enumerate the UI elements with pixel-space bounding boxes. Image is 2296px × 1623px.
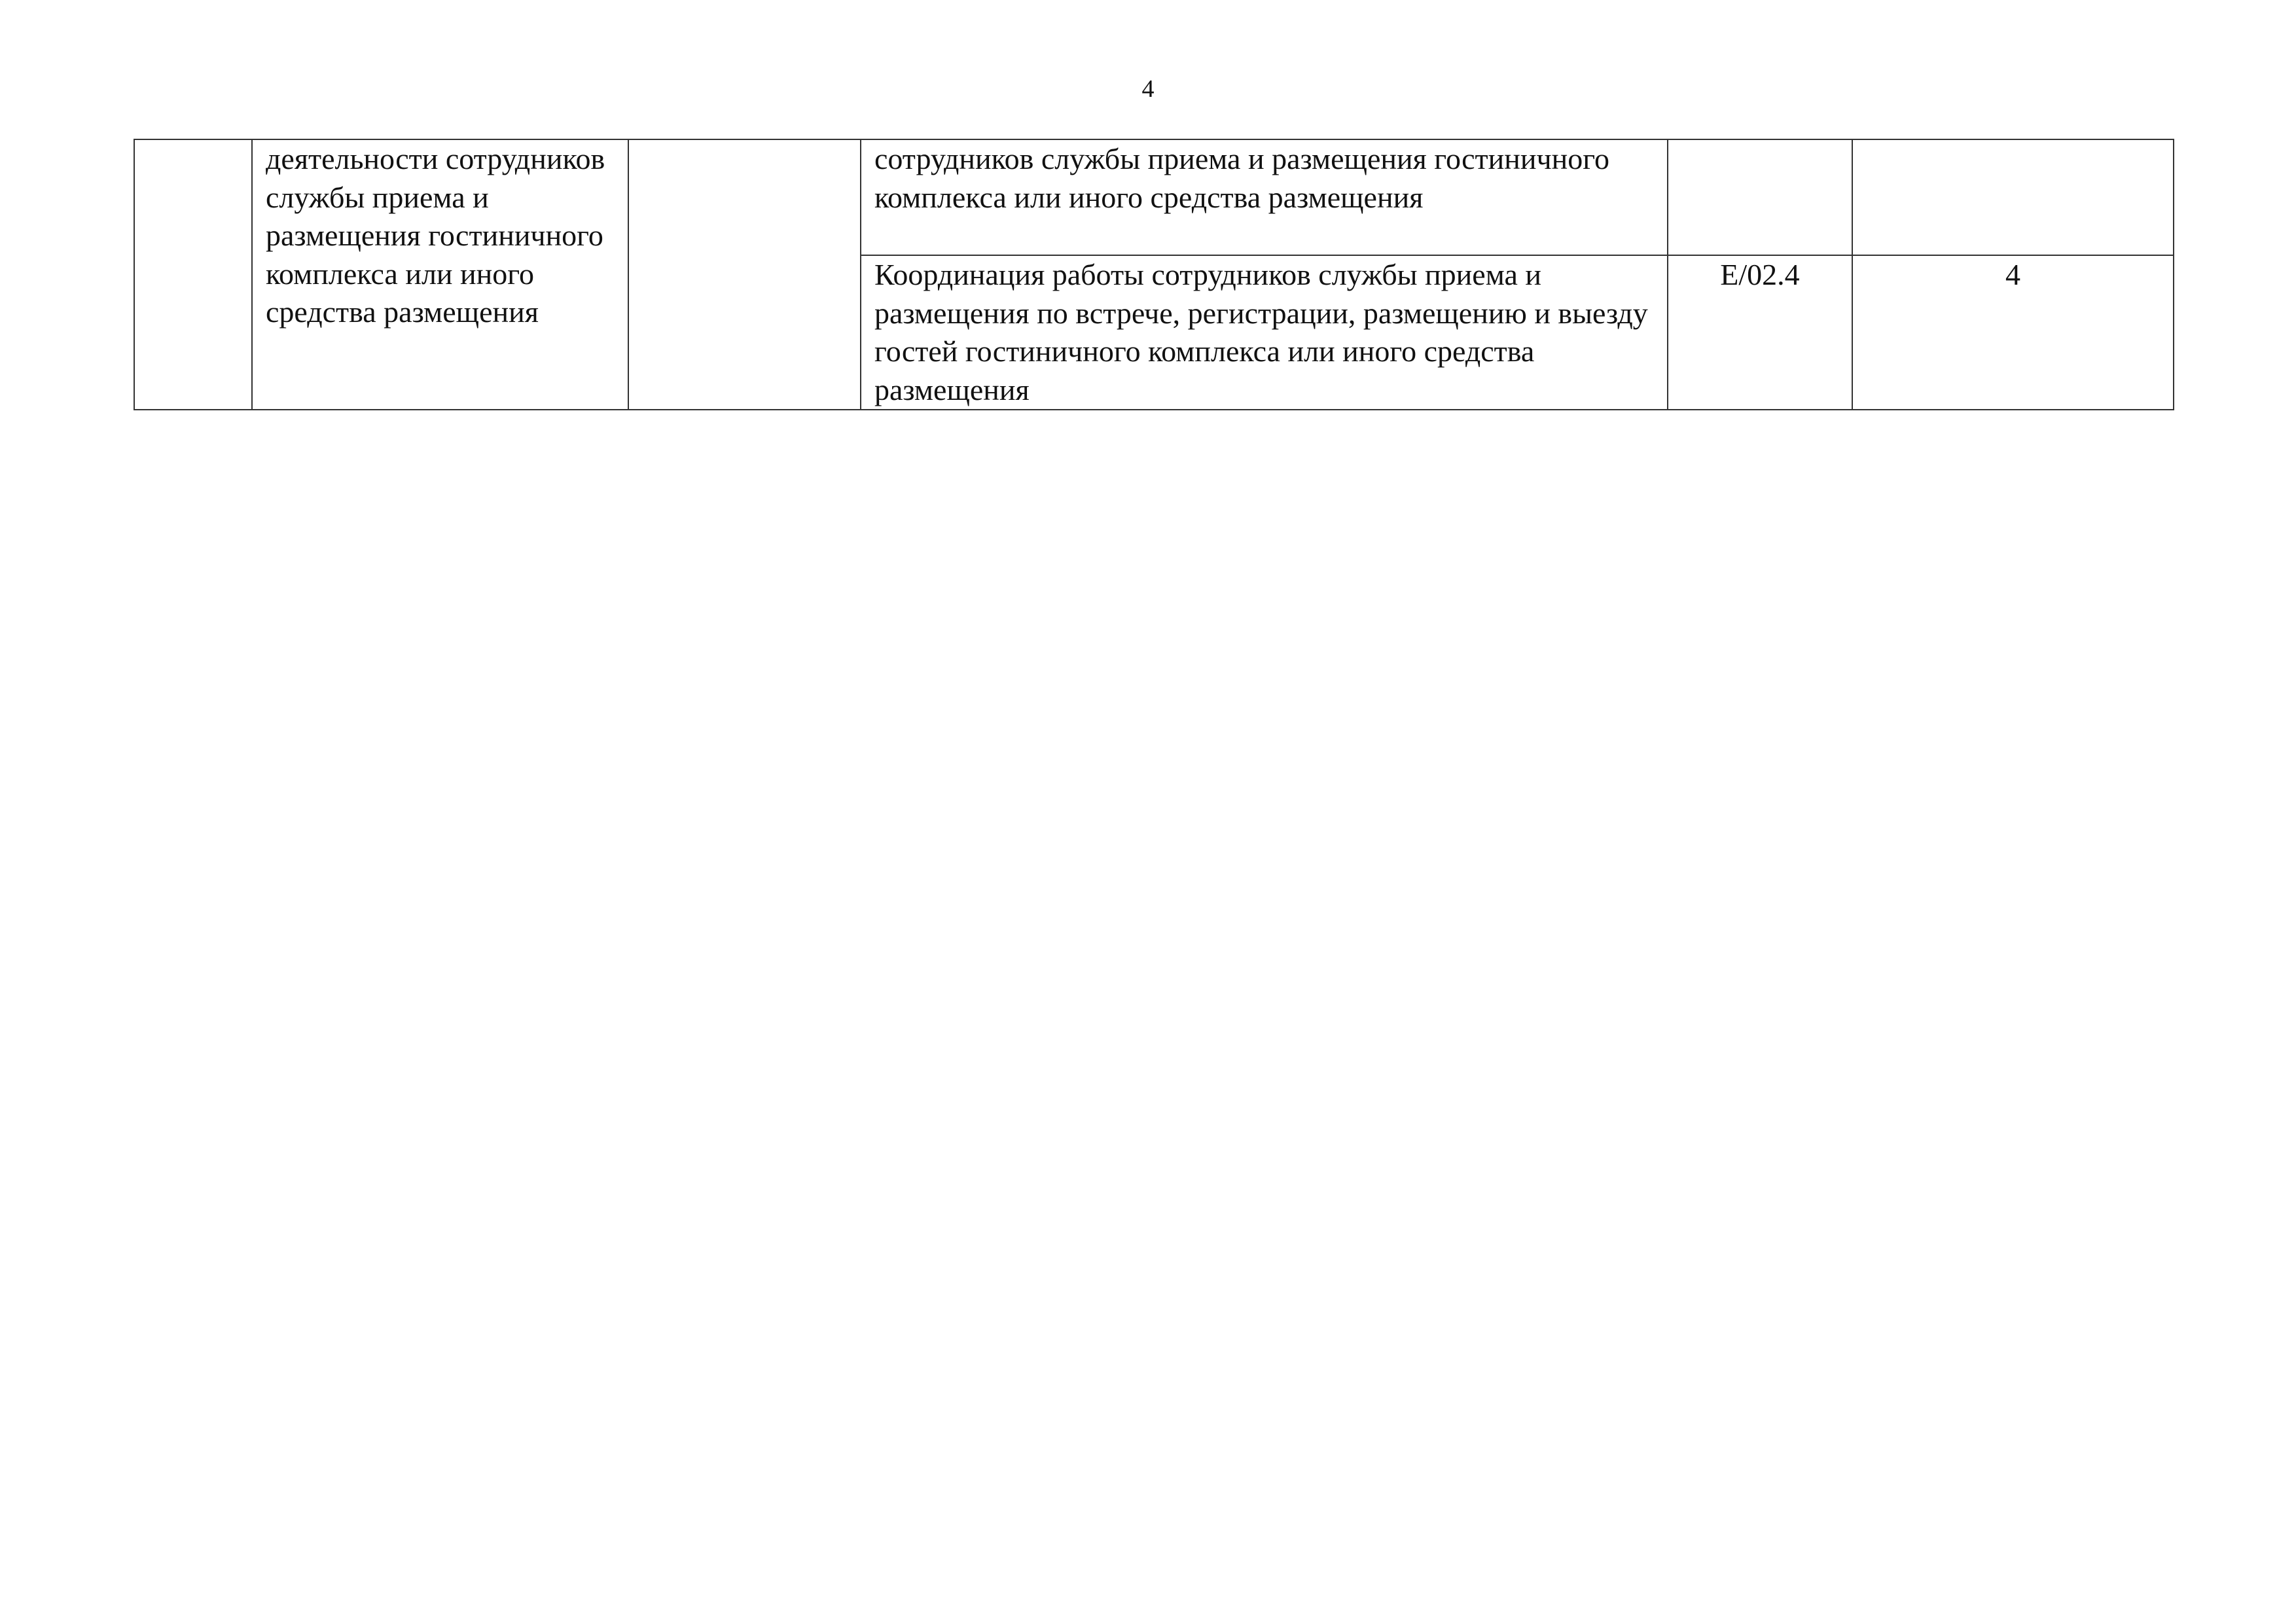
table-cell-empty-qualification <box>628 139 861 410</box>
table-cell-labor-function: Координация работы сотрудников службы приема и размещения по встрече, регистрации, размещению и выезду гостей гостиничного комплекса или иного средства размещения <box>861 255 1668 410</box>
page-number: 4 <box>1141 75 1155 103</box>
table-cell-code <box>1668 139 1852 255</box>
table-cell-empty-number <box>134 139 252 410</box>
table-cell-labor-function: сотрудников службы приема и размещения гостиничного комплекса или иного средства размещения <box>861 139 1668 255</box>
table-cell-level <box>1852 139 2174 255</box>
competency-table <box>134 139 2174 410</box>
table-cell-code: E/02.4 <box>1668 255 1852 410</box>
table-cell-generalized-function: деятельности сотрудников службы приема и размещения гостиничного комплекса или иного средства размещения <box>252 139 628 410</box>
table-cell-level: 4 <box>1852 255 2174 410</box>
table-row <box>134 139 2174 255</box>
